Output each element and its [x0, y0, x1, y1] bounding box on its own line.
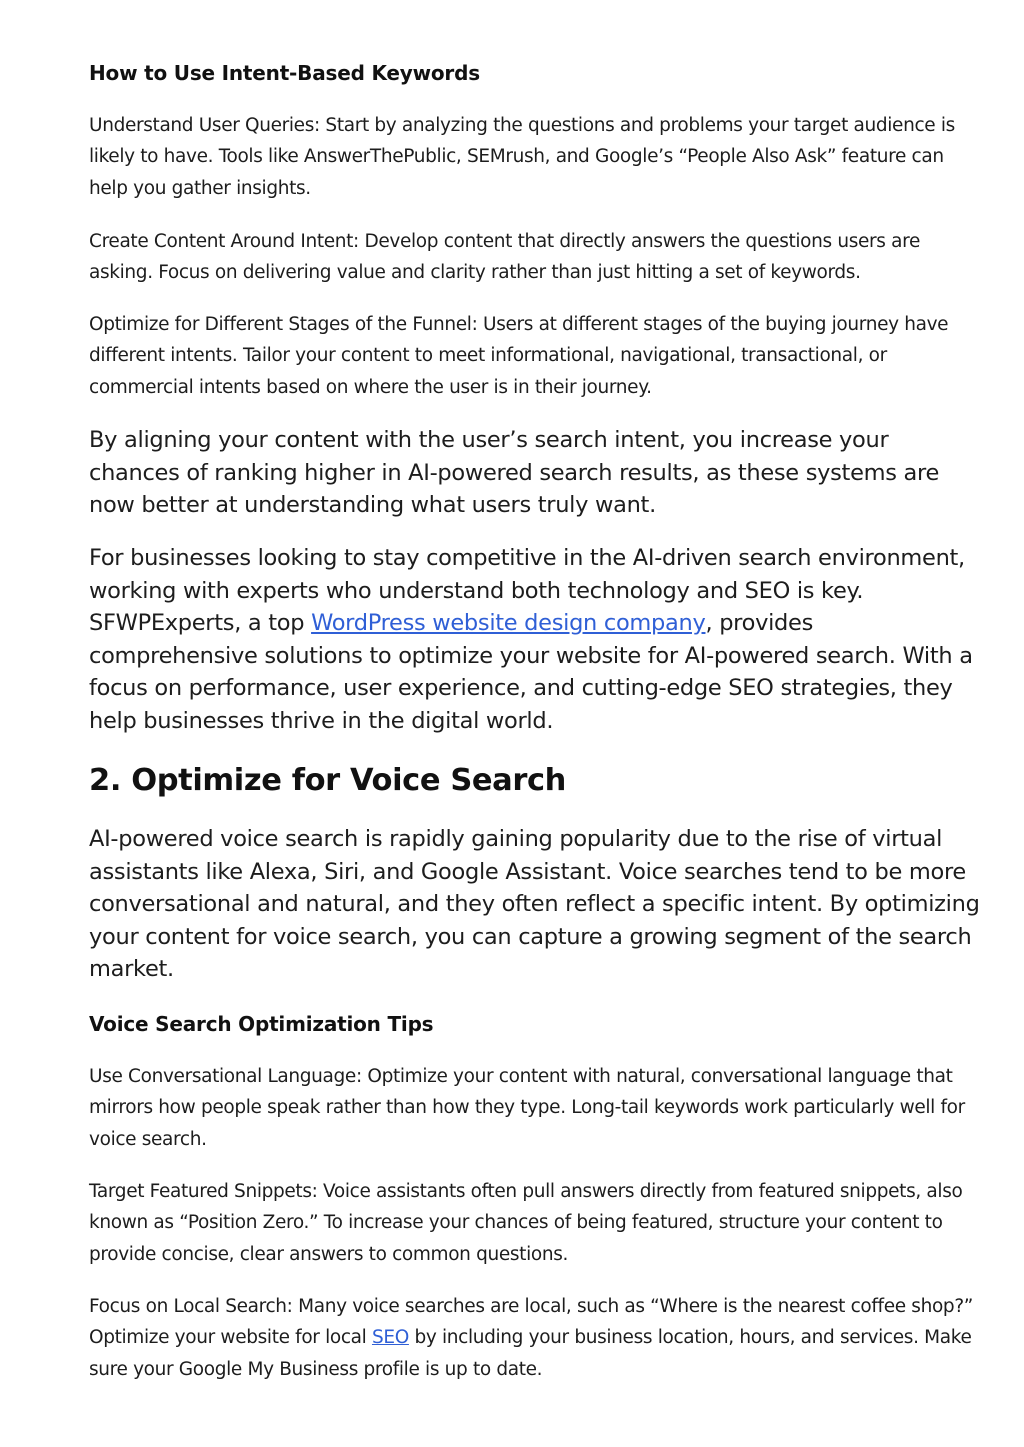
- wordpress-design-link[interactable]: WordPress website design company: [311, 610, 706, 636]
- tip-featured-snippets: Target Featured Snippets: Voice assistants often pull answers directly from featured snippets, also known as “Position Zero.” To increase your chances of being featured, structure your content to provide concise, clear answers to common questions.: [89, 1181, 963, 1265]
- business-paragraph: [89, 542, 981, 737]
- tip-optimize-funnel: Optimize for Different Stages of the Funnel: Users at different stages of the buying journey have different intents. Tailor your content to meet informational, navigational, transactional, or commercial intents based on where the user is in their journey.: [89, 314, 949, 398]
- local-text-after: by including your business location, hours, and services. Make sure your Google My Business profile is up to date.: [89, 1327, 972, 1380]
- aligning-paragraph: By aligning your content with the user’s search intent, you increase your chances of ranking higher in AI-powered search results, as these systems are now better at understanding what users truly want.: [89, 427, 939, 518]
- local-text-before: Focus on Local Search: Many voice searches are local, such as “Where is the nearest coffee shop?” Optimize your website for local: [89, 1296, 974, 1349]
- voice-search-paragraph: AI-powered voice search is rapidly gaining popularity due to the rise of virtual assistants like Alexa, Siri, and Google Assistant. Voice searches tend to be more conversational and natural, and they often reflect a specific intent. By optimizing your content for voice search, you can capture a growing segment of the search market.: [89, 826, 980, 982]
- tip-understand-queries: Understand User Queries: Start by analyzing the questions and problems your target audience is likely to have. Tools like AnswerThePublic, SEMrush, and Google’s “People Also Ask” feature can help you gather insights.: [89, 115, 955, 199]
- tip-local-search: [89, 1291, 981, 1385]
- seo-link[interactable]: SEO: [371, 1327, 409, 1349]
- voice-tips-heading: Voice Search Optimization Tips: [89, 1012, 434, 1036]
- tip-conversational-language: Use Conversational Language: Optimize your content with natural, conversational language that mirrors how people speak rather than how they type. Long-tail keywords work particularly well for voice search.: [89, 1066, 965, 1150]
- business-text-after: , provides comprehensive solutions to optimize your website for AI-powered search. With a focus on performance, user experience, and cutting-edge SEO strategies, they help businesses thrive in the digital world.: [89, 610, 973, 734]
- tip-create-content: Create Content Around Intent: Develop content that directly answers the questions users are asking. Focus on delivering value and clarity rather than just hitting a set of keywords.: [89, 231, 920, 284]
- intent-keywords-heading: How to Use Intent-Based Keywords: [89, 61, 480, 85]
- business-text-before: For businesses looking to stay competitive in the AI-driven search environment, working with experts who understand both technology and SEO is key. SFWPExperts, a top: [89, 545, 965, 636]
- voice-search-heading: 2. Optimize for Voice Search: [89, 763, 566, 798]
